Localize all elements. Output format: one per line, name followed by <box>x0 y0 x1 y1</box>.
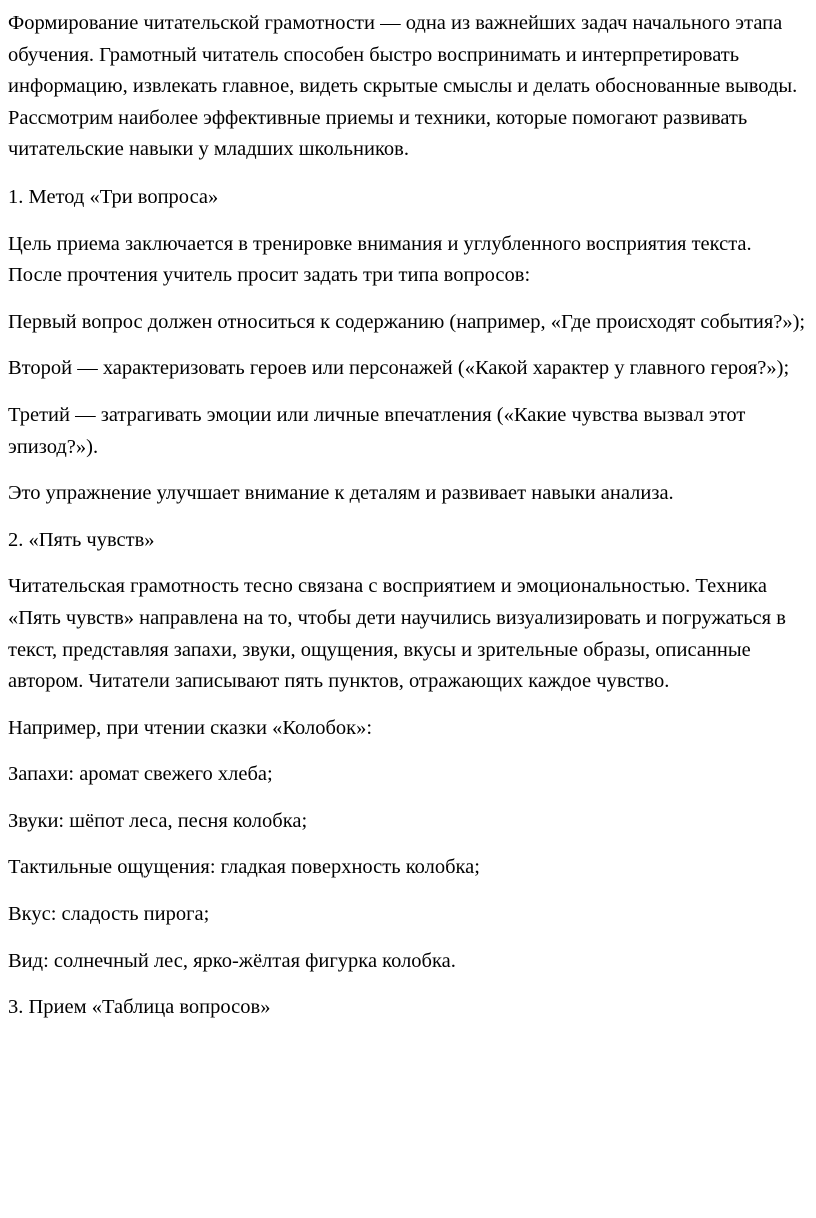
intro-paragraph: Формирование читательской грамотности — одна из важнейших задач начального этапа обучения. Грамотный читатель способен быстро воспринимать и интерпретировать информацию, извлекать главное, видеть скрытые смыслы и делать обоснованные выводы. Рассмотрим наиболее эффективные приемы и техники, которые помогают развивать читательские навыки у младших школьников. <box>8 12 798 161</box>
list-item-sounds: Звуки: шёпот леса, песня колобка; <box>8 809 308 832</box>
paragraph-five-senses-description: Читательская грамотность тесно связана с восприятием и эмоциональностью. Техника «Пять чувств» направлена на то, чтобы дети научились визуализировать и погружаться в текст, представляя запахи, звуки, ощущения, вкусы и зрительные образы, описанные автором. Читатели записывают пять пунктов, отражающих каждое чувство. <box>8 575 786 693</box>
paragraph-question-second: Второй — характеризовать героев или персонажей («Какой характер у главного героя?»); <box>8 357 790 380</box>
list-item-sight: Вид: солнечный лес, ярко-жёлтая фигурка колобка. <box>8 949 456 972</box>
list-item-taste: Вкус: сладость пирога; <box>8 903 210 926</box>
section-heading-3: 3. Прием «Таблица вопросов» <box>8 996 271 1019</box>
paragraph-example-intro: Например, при чтении сказки «Колобок»: <box>8 716 373 739</box>
section-heading-2: 2. «Пять чувств» <box>8 528 155 551</box>
paragraph-question-first: Первый вопрос должен относиться к содержанию (например, «Где происходят события?»); <box>8 310 806 333</box>
paragraph-question-third: Третий — затрагивать эмоции или личные впечатления («Какие чувства вызвал этот эпизод?»). <box>8 403 746 458</box>
section-heading-1: 1. Метод «Три вопроса» <box>8 185 219 208</box>
paragraph-purpose: Цель приема заключается в тренировке внимания и углубленного восприятия текста. После прочтения учитель просит задать три типа вопросов: <box>8 232 752 287</box>
list-item-touch: Тактильные ощущения: гладкая поверхность колобка; <box>8 856 480 879</box>
paragraph-exercise-benefit: Это упражнение улучшает внимание к деталям и развивает навыки анализа. <box>8 482 674 505</box>
list-item-smells: Запахи: аромат свежего хлеба; <box>8 763 273 786</box>
